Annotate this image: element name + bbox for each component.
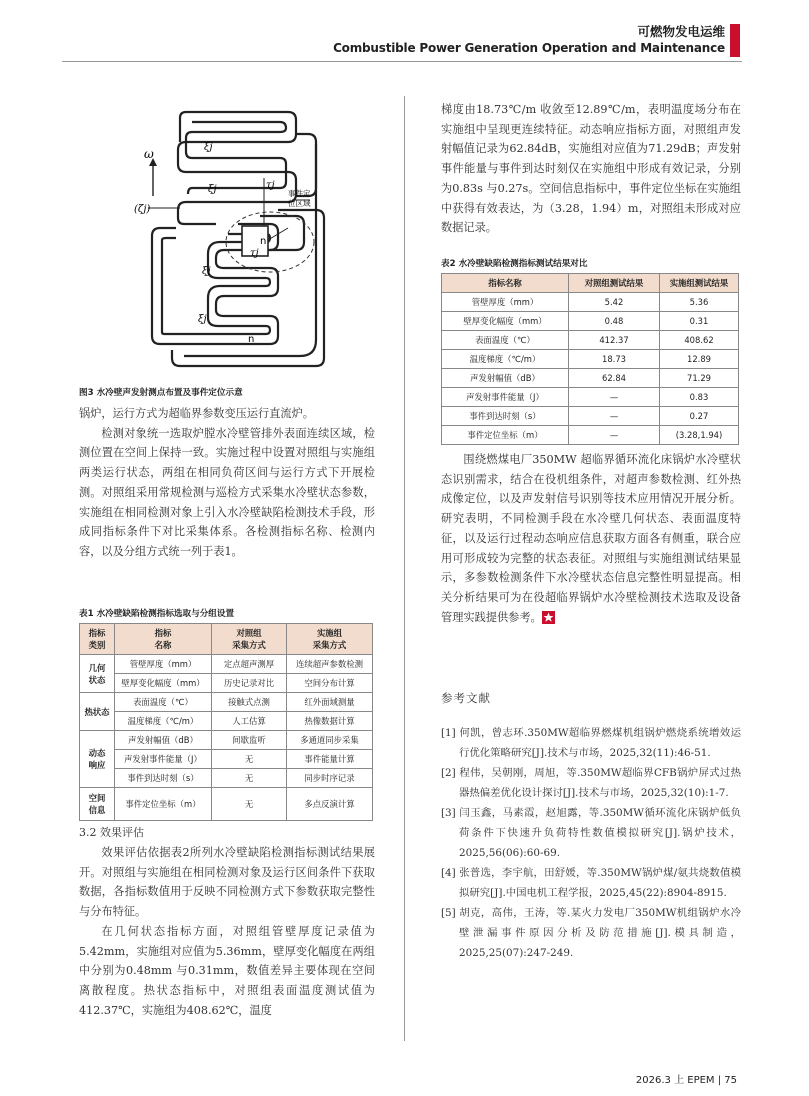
table2-cell: (3.28,1.94) <box>660 426 739 445</box>
table1-cell: 无 <box>212 769 287 788</box>
reference-item: [5] 胡克，高伟，王涛，等.某火力发电厂350MW机组锅炉水冷壁泄漏事件原因分析及防范措施[J].模具制造，2025,25(07):247-249. <box>441 907 741 959</box>
reference-item: [1] 何凯，曾志环.350MW超临界燃煤机组锅炉燃烧系统增效运行优化策略研究[J].技术与市场，2025,32(11):46-51. <box>441 727 741 759</box>
reference-item: [2] 程伟，吴朝刚，周旭，等.350MW超临界CFB锅炉屏式过热器热偏差优化设计探讨[J].技术与市场，2025,32(10):1-7. <box>441 767 741 799</box>
table2-cell: 温度梯度（℃/m） <box>442 350 569 369</box>
table2-row <box>442 350 739 369</box>
left-paragraph-1: 检测对象统一选取炉膛水冷壁管排外表面连续区域，检测位置在空间上保持一致。实施过程中设置对照组与实施组两类运行状态，两组在相同负荷区间与运行方式下开展检测。对照组采用常规检测与巡检方式采集水冷壁状态参数，实施组在相同检测对象上引入水冷壁缺陷检测技术手段，形成同指标条件下对比采集体系。各检测指标名称、检测内容，以及分组方式统一列于表1。 <box>79 426 375 558</box>
table2-cell: 0.83 <box>660 388 739 407</box>
table2-row <box>442 369 739 388</box>
fig-label-zone-1: 事件定 <box>288 189 311 198</box>
reference-item: [4] 张普选，李宇航，田舒媛，等.350MW锅炉煤/氨共烧数值模拟研究[J].中国电机工程学报，2025,45(22):8904-8915. <box>441 867 741 899</box>
table2-cell: 12.89 <box>660 350 739 369</box>
table2-row <box>442 407 739 426</box>
fig-label-tau-2: τj <box>250 248 259 259</box>
header-accent-bar <box>730 24 740 57</box>
table2-caption: 表2 水冷壁缺陷检测指标测试结果对比 <box>441 259 588 269</box>
table2-header-cell: 对照组测试结果 <box>569 274 660 293</box>
section-3-2-heading: 3.2 效果评估 <box>79 826 144 839</box>
table2-cell: 408.62 <box>660 331 739 350</box>
table2-cell: 0.31 <box>660 312 739 331</box>
fig-label-xi-4: ξj <box>198 314 207 325</box>
table2-cell: 412.37 <box>569 331 660 350</box>
table2-row <box>442 331 739 350</box>
table2-row <box>442 426 739 445</box>
table2-cell: 5.36 <box>660 293 739 312</box>
table2-header <box>442 274 739 293</box>
table1-cell: 无 <box>212 788 287 821</box>
references-title: 参考文献 <box>441 691 491 705</box>
table1-cell: 事件定位坐标（m） <box>115 788 212 821</box>
table2-cell: — <box>569 407 660 426</box>
table1-row <box>80 712 373 731</box>
table2-cell: 事件定位坐标（m） <box>442 426 569 445</box>
fig-label-xi-2: ξj <box>208 184 217 195</box>
table2-cell: 壁厚变化幅度（mm） <box>442 312 569 331</box>
header-rule <box>62 61 742 62</box>
table1-cell: 无 <box>212 750 287 769</box>
table2-cell: 62.84 <box>569 369 660 388</box>
left-paragraph-2: 效果评估依据表2所列水冷壁缺陷检测指标测试结果展开。对照组与实施组在相同检测对象及运行区间条件下获取数据，各指标数值用于反映不同检测方式下参数获取完整性与分布特征。 <box>79 846 375 919</box>
figure3-diagram <box>120 100 360 380</box>
table1-cell: 管壁厚度（mm） <box>115 655 212 674</box>
table2-row <box>442 312 739 331</box>
table1-cell: 声发射幅值（dB） <box>115 731 212 750</box>
fig-label-tau-1: τj <box>266 180 275 191</box>
table2-row <box>442 293 739 312</box>
table1-row <box>80 788 373 821</box>
table2-row <box>442 388 739 407</box>
table1-cell: 壁厚变化幅度（mm） <box>115 674 212 693</box>
table2-cell: 18.73 <box>569 350 660 369</box>
table1-header-cell: 指标 名称 <box>115 624 212 655</box>
fig-label-zeta: (ζj) <box>134 204 151 215</box>
left-column <box>79 404 375 562</box>
left-paragraph-0: 锅炉，运行方式为超临界参数变压运行直流炉。 <box>79 407 314 420</box>
left-column-lower <box>79 843 375 1020</box>
table1-cell: 接触式点测 <box>212 693 287 712</box>
table1-category: 空间 信息 <box>80 788 115 821</box>
table2-cell: 表面温度（℃） <box>442 331 569 350</box>
table1-cell: 定点超声测厚 <box>212 655 287 674</box>
table1-cell: 连续超声参数检测 <box>287 655 373 674</box>
table1-cell: 同步时序记录 <box>287 769 373 788</box>
table2-cell: — <box>569 388 660 407</box>
table1-cell: 历史记录对比 <box>212 674 287 693</box>
table1-header-cell: 对照组 采集方式 <box>212 624 287 655</box>
table2-cell: 71.29 <box>660 369 739 388</box>
page-footer: 2026.3 上 EPEM | 75 <box>635 1075 737 1086</box>
table1-cell: 间歇监听 <box>212 731 287 750</box>
table2-cell: 声发射事件能量（J） <box>442 388 569 407</box>
table1-cell: 热像数据计算 <box>287 712 373 731</box>
table1-row <box>80 750 373 769</box>
table1-cell: 事件到达时刻（s） <box>115 769 212 788</box>
fig-label-xi-3: ξj <box>202 266 211 277</box>
fig-label-n-2: n <box>248 334 255 345</box>
table1-row <box>80 769 373 788</box>
table1-cell: 多通道同步采集 <box>287 731 373 750</box>
table2-cell: 0.27 <box>660 407 739 426</box>
table1-cell: 多点反演计算 <box>287 788 373 821</box>
table1-category: 几何 状态 <box>80 655 115 693</box>
table1-header <box>80 624 373 655</box>
table1-cell: 声发射事件能量（J） <box>115 750 212 769</box>
table2-cell: 声发射幅值（dB） <box>442 369 569 388</box>
fig-label-n-1: n <box>260 236 267 247</box>
left-paragraph-3: 在几何状态指标方面，对照组管壁厚度记录值为5.42mm，实施组对应值为5.36mm，壁厚变化幅度在两组中分别为0.48mm 与0.31mm，数值差异主要体现在空间离散程度。热状态指标中，对照组表面温度测试值为412.37℃，实施组为408.62℃，温度 <box>79 924 375 1017</box>
table1 <box>79 623 373 821</box>
table1-cell: 空间分布计算 <box>287 674 373 693</box>
table1-category: 热状态 <box>80 693 115 731</box>
header-title-en: Combustible Power Generation Operation and Maintenance <box>333 41 725 55</box>
table1-row <box>80 674 373 693</box>
table2-header-cell: 实施组测试结果 <box>660 274 739 293</box>
fig-label-xi-1: ξj <box>204 142 213 153</box>
column-divider <box>404 96 405 1041</box>
right-paragraph-1: 围绕燃煤电厂350MW 超临界循环流化床锅炉水冷壁状态识别需求，结合在役机组条件，对超声参数检测、红外热成像定位，以及声发射信号识别等技术应用情况开展分析。研究表明，不同检测手段在水冷壁几何状态、表面温度特征，以及运行过程动态响应信息获取方面各有侧重，联合应用可形成较为完整的状态表征。对照组与实施组测试结果显示，多参数检测条件下水冷壁状态信息完整性明显提高。相关分析结果可为在役超临界锅炉水冷壁检测技术选取及设备管理实践提供参考。 <box>441 453 741 624</box>
table2-cell: 5.42 <box>569 293 660 312</box>
header-title-cn: 可燃物发电运维 <box>637 24 725 39</box>
table2-cell: — <box>569 426 660 445</box>
table1-cell: 温度梯度（℃/m） <box>115 712 212 731</box>
table2-cell: 0.48 <box>569 312 660 331</box>
table2 <box>441 273 739 445</box>
table1-cell: 红外面域测量 <box>287 693 373 712</box>
end-star-icon <box>542 611 555 624</box>
references-list <box>441 723 741 963</box>
table1-caption: 表1 水冷壁缺陷检测指标选取与分组设置 <box>79 609 235 619</box>
reference-item: [3] 闫玉鑫，马素霞，赵旭露，等.350MW循环流化床锅炉低负荷条件下快速升负荷特性数值模拟研究[J].锅炉技术，2025,56(06):60-69. <box>441 807 741 859</box>
table1-cell: 表面温度（℃） <box>115 693 212 712</box>
table1-category: 动态 响应 <box>80 731 115 788</box>
table1-cell: 事件能量计算 <box>287 750 373 769</box>
table1-header-cell: 指标 类别 <box>80 624 115 655</box>
right-column-upper <box>441 100 741 238</box>
table1-cell: 人工估算 <box>212 712 287 731</box>
figure3-caption: 图3 水冷壁声发射测点布置及事件定位示意 <box>79 388 243 398</box>
table2-cell: 管壁厚度（mm） <box>442 293 569 312</box>
right-paragraph-0: 梯度由18.73℃/m 收敛至12.89℃/m，表明温度场分布在实施组中呈现更连续特征。动态响应指标方面，对照组声发射幅值记录为62.84dB，实施组对应值为71.29dB；声发射事件能量与事件到达时刻仅在实施组中形成有效记录，分别为0.83s 与0.27s。空间信息指标中，事件定位坐标在实施组中获得有效表达，为（3.28，1.94）m，对照组未形成对应数据记录。 <box>441 103 741 235</box>
table2-cell: 事件到达时刻（s） <box>442 407 569 426</box>
table1-row <box>80 731 373 750</box>
fig-label-zone-2: 位区域 <box>288 199 311 208</box>
fig-label-omega: ω <box>144 147 154 161</box>
table2-header-cell: 指标名称 <box>442 274 569 293</box>
right-column-lower <box>441 450 741 627</box>
table1-header-cell: 实施组 采集方式 <box>287 624 373 655</box>
table1-row <box>80 693 373 712</box>
table1-row <box>80 655 373 674</box>
